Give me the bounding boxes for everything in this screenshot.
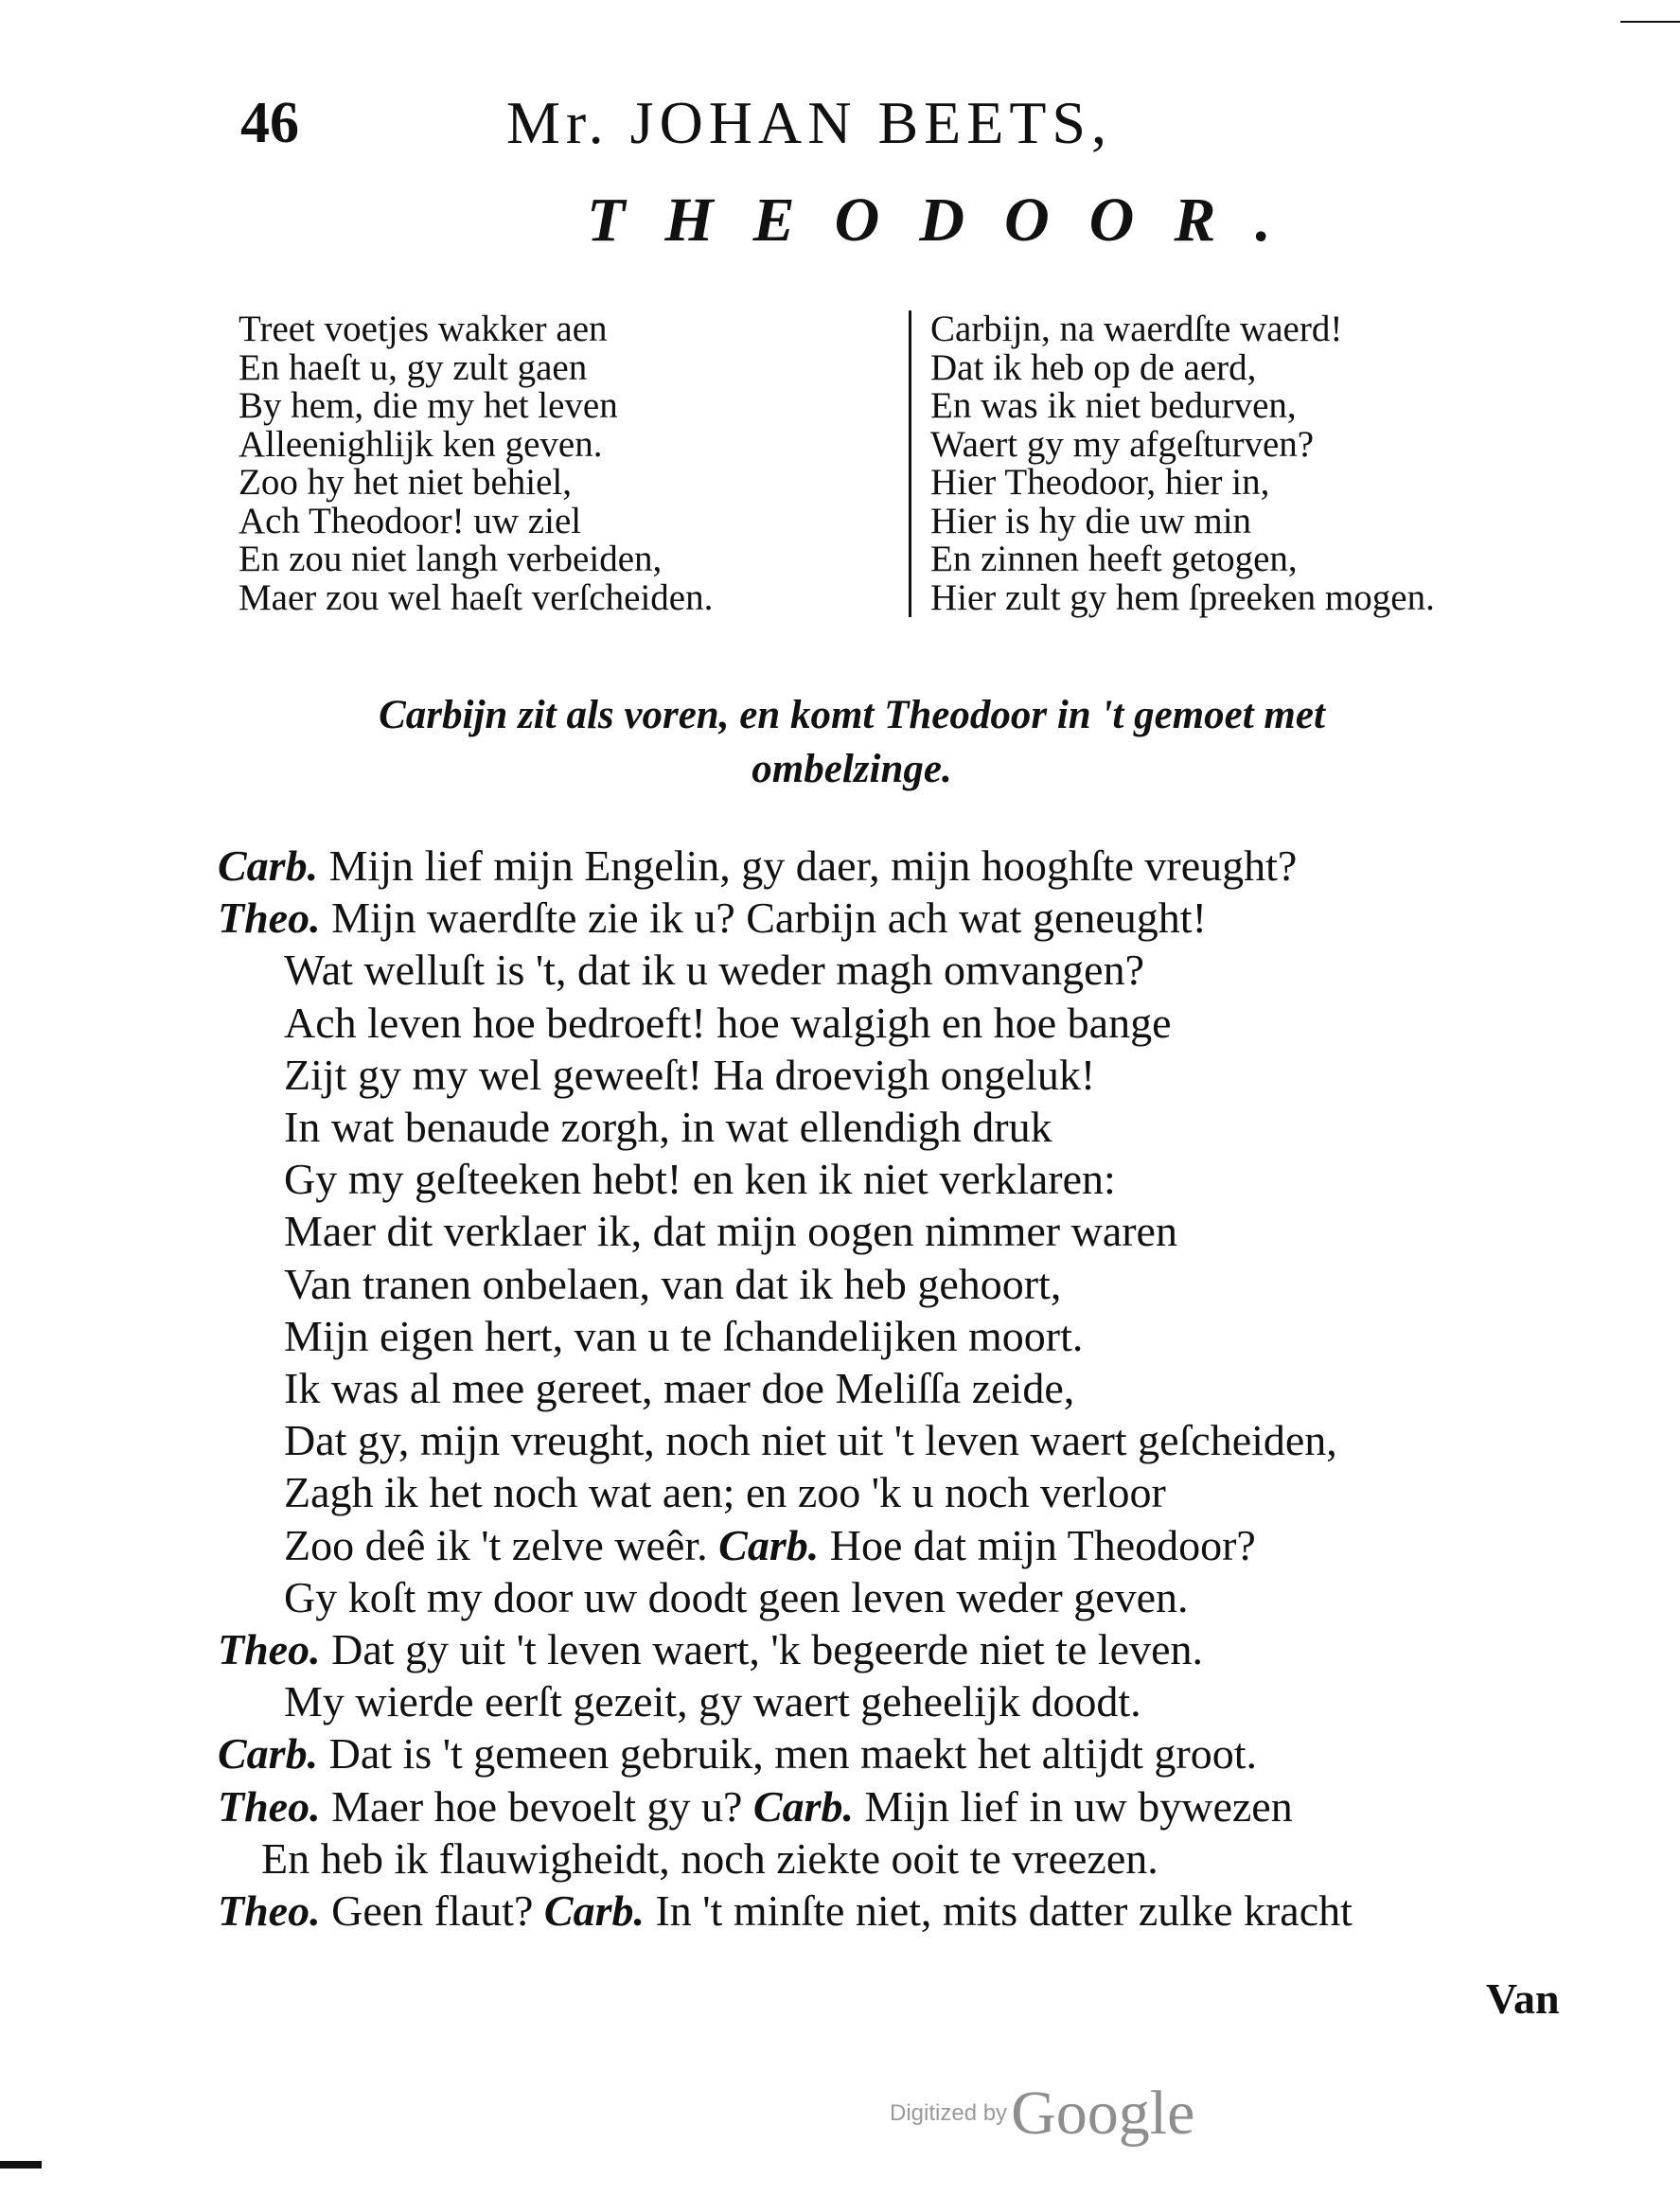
dialogue-line — [218, 1205, 1581, 1257]
dialogue-line — [218, 1832, 1581, 1885]
dialogue-line — [218, 1153, 1581, 1205]
speaker-label: Theo. — [218, 1886, 321, 1936]
page-number: 46 — [240, 91, 299, 155]
dialogue-line — [218, 1466, 1581, 1518]
dialogue-text: Maer hoe bevoelt gy u? — [331, 1781, 743, 1831]
google-logo: Google — [1011, 2079, 1195, 2148]
speaker-label: Theo. — [218, 1781, 321, 1831]
dialogue-line — [218, 1101, 1581, 1153]
dialogue-line — [218, 1885, 1581, 1937]
speaker-label: Theo. — [218, 1625, 321, 1674]
song-line: En zinnen heeft getogen, — [930, 539, 1298, 579]
dialogue-text: Mijn eigen hert, van u te ſchandelijken moort. — [284, 1311, 1084, 1360]
song-right-column — [909, 310, 1536, 617]
song-line: Treet voetjes wakker aen — [239, 309, 608, 349]
dialogue-text: Mijn lief mijn Engelin, gy daer, mijn hooghſte vreught? — [328, 841, 1298, 890]
catchword: Van — [1486, 1974, 1560, 2023]
page-header — [227, 80, 1391, 156]
watermark-prefix: Digitized by — [890, 2100, 1008, 2126]
inline-speaker-label: Carb. — [718, 1520, 820, 1569]
song-line: En zou niet langh verbeiden, — [239, 539, 663, 579]
song-line: Alleenighlijk ken geven. — [239, 423, 603, 465]
song-line: Hier is hy die uw min — [930, 500, 1252, 541]
dialogue-text: Dat gy uit 't leven waert, 'k begeerde niet te leven. — [331, 1625, 1203, 1674]
dialogue-block — [218, 840, 1581, 1937]
speaker-label: Carb. — [218, 1729, 319, 1779]
dialogue-text: Mijn waerdſte zie ik u? Carbijn ach wat geneught! — [331, 894, 1207, 943]
dialogue-text: Ik was al mee gereet, maer doe Meliſſa zeide, — [284, 1364, 1075, 1413]
song-left-column — [239, 310, 806, 617]
dialogue-line — [218, 1571, 1581, 1623]
dialogue-line — [218, 1049, 1581, 1101]
dialogue-line — [218, 1780, 1581, 1832]
song-line: En was ik niet bedurven, — [930, 385, 1297, 426]
song-line: Ach Theodoor! uw ziel — [239, 500, 582, 541]
dialogue-text: In wat benaude zorgh, in wat ellendigh druk — [284, 1103, 1052, 1152]
dialogue-text: Gy my geſteeken hebt! en ken ik niet verklaren: — [284, 1155, 1116, 1204]
dialogue-text: Dat gy, mijn vreught, noch niet uit 't leven waert geſcheiden, — [284, 1416, 1337, 1465]
song-line: Hier zult gy hem ſpreeken mogen. — [930, 576, 1435, 618]
dialogue-text: My wierde eerſt gezeit, gy waert geheelijk doodt. — [284, 1677, 1141, 1726]
dialogue-line — [218, 1623, 1581, 1675]
dialogue-text: Dat is 't gemeen gebruik, men maekt het altijdt groot. — [328, 1729, 1258, 1779]
dialogue-line — [218, 1727, 1581, 1779]
stage-direction — [303, 688, 1401, 796]
song-line: Carbijn, na waerdſte waerd! — [930, 309, 1343, 349]
dialogue-text: Maer dit verklaer ik, dat mijn oogen nimmer waren — [284, 1207, 1177, 1256]
ink-blot-decoration — [0, 2161, 42, 2168]
stage-direction-line: ombelzinge. — [752, 747, 952, 791]
song-line: Hier Theodoor, hier in, — [930, 462, 1270, 503]
dialogue-line — [218, 840, 1581, 892]
dialogue-text: En heb ik flauwigheidt, noch ziekte ooit te vreezen. — [261, 1833, 1158, 1883]
inline-speaker-label: Carb. — [543, 1886, 645, 1936]
dialogue-line — [218, 1310, 1581, 1362]
dialogue-text: Gy koſt my door uw doodt geen leven weder geven. — [284, 1572, 1189, 1621]
song-line: Dat ik heb op de aerd, — [930, 346, 1257, 388]
dialogue-line — [218, 1414, 1581, 1466]
song-line: Maer zou wel haeſt verſcheiden. — [239, 576, 714, 618]
edge-mark-decoration — [1620, 21, 1680, 23]
dialogue-text: Zagh ik het noch wat aen; en zoo 'k u noch verloor — [284, 1468, 1166, 1517]
speaker-label: Carb. — [218, 841, 319, 890]
dialogue-text: Wat welluſt is 't, dat ik u weder magh omvangen? — [284, 946, 1145, 995]
dialogue-text: Ach leven hoe bedroeft! hoe walgigh en hoe bange — [284, 998, 1172, 1047]
dialogue-text-after: In 't minſte niet, mits datter zulke kracht — [655, 1886, 1353, 1936]
running-head: Mr. JOHAN BEETS, — [505, 89, 1113, 156]
dialogue-line — [218, 997, 1581, 1049]
dialogue-text-after: Hoe dat mijn Theodoor? — [829, 1520, 1256, 1569]
dialogue-text-after: Mijn lief in uw bywezen — [864, 1781, 1293, 1831]
dialogue-text: Van tranen onbelaen, van dat ik heb gehoort, — [284, 1259, 1062, 1308]
speaker-label: Theo. — [218, 894, 321, 943]
inline-speaker-label: Carb. — [752, 1781, 854, 1831]
dialogue-line — [218, 892, 1581, 944]
dialogue-line — [218, 1362, 1581, 1414]
song-line: Zoo hy het niet behiel, — [239, 462, 572, 503]
dialogue-line — [218, 1519, 1581, 1571]
dialogue-line — [218, 1258, 1581, 1310]
digitized-watermark — [890, 2078, 1194, 2150]
dialogue-text: Geen flaut? — [331, 1886, 534, 1936]
dialogue-line — [218, 1675, 1581, 1727]
song-line: By hem, die my het leven — [239, 385, 618, 426]
song-line: Waert gy my afgeſturven? — [930, 423, 1315, 465]
section-title: THEODOOR. — [587, 186, 1311, 255]
stage-direction-line: Carbijn zit als voren, en komt Theodoor in 't gemoet met — [379, 693, 1325, 737]
song-line: En haeſt u, gy zult gaen — [239, 346, 588, 388]
dialogue-text: Zijt gy my wel geweeſt! Ha droevigh ongeluk! — [284, 1050, 1096, 1099]
dialogue-text: Zoo deê ik 't zelve weêr. — [284, 1520, 708, 1569]
dialogue-line — [218, 944, 1581, 996]
